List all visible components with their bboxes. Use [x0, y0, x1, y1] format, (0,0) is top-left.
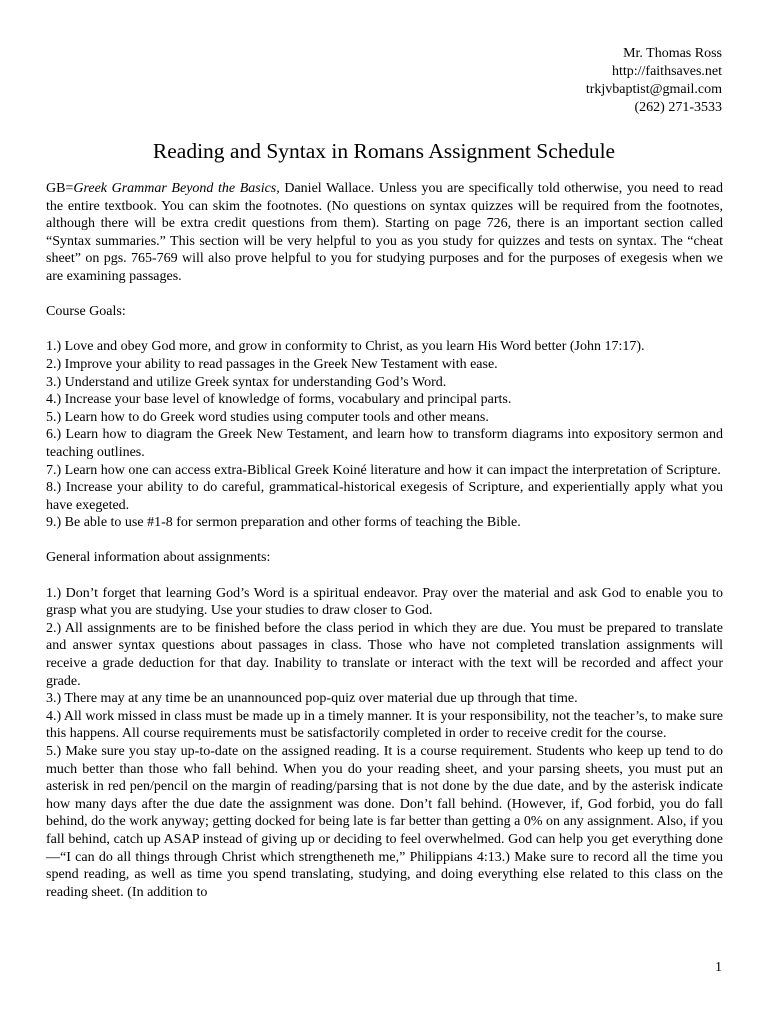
- author-website[interactable]: http://faithsaves.net: [611, 64, 722, 79]
- list-item: 1.) Don’t forget that learning God’s Word is a spiritual endeavor. Pray over the material and ask God to enable you to grasp what you are studying. Use your studies to draw closer to God.: [46, 585, 723, 619]
- list-item: 5.) Learn how to do Greek word studies using computer tools and other means.: [46, 409, 489, 425]
- intro-prefix: GB=: [46, 181, 74, 196]
- list-item: 7.) Learn how one can access extra-Biblical Greek Koiné literature and how it can impact the interpretation of Scripture.: [46, 462, 721, 478]
- list-item: 5.) Make sure you stay up-to-date on the assigned reading. It is a course requirement. Students who keep up tend to do much better than those who fall behind. When you do your reading sheet, and your parsing sheets, you must put an asterisk in red pen/pencil on the margin of reading/parsing that is not done by the due date, and by the asterisk indicate how many days after the due date the assignment was done. Don’t fall behind. (However, if, God forbid, you do fall behind, do the work anyway; getting docked for being late is far better than getting a 0% on any assignment. Also, if you fall behind, catch up ASAP instead of giving up or deciding to feel overwhelmed. God can help you get everything done—“I can do all things through Christ which strengtheneth me,” Philippians 4:13.) Make sure to record all the time you spend reading, as well as time you spend translating, studying, and doing everything else related to this class on the reading sheet. (In addition to: [46, 744, 723, 900]
- author-email[interactable]: trkjvbaptist@gmail.com: [585, 82, 722, 97]
- general-heading: General information about assignments:: [46, 550, 271, 566]
- list-item: 3.) There may at any time be an unannounced pop-quiz over material due up through that time.: [46, 691, 578, 707]
- document-title: Reading and Syntax in Romans Assignment Schedule: [152, 139, 616, 163]
- list-item: 2.) All assignments are to be finished before the class period in which they are due. You must be prepared to translate and answer syntax questions about passages in class. Those who have not completed translation assignments will receive a grade deduction for that day. Inability to translate or interact with the text will be recorded and affect your grade.: [46, 620, 723, 689]
- list-item: 8.) Increase your ability to do careful, grammatical-historical exegesis of Scripture, and experientially apply what you have exegeted.: [46, 480, 723, 513]
- list-item: 2.) Improve your ability to read passages in the Greek New Testament with ease.: [46, 356, 498, 372]
- page-number: 1: [715, 960, 722, 975]
- list-item: 9.) Be able to use #1-8 for sermon preparation and other forms of teaching the Bible.: [46, 515, 521, 531]
- author-header: [586, 45, 722, 117]
- list-item: 1.) Love and obey God more, and grow in conformity to Christ, as you learn His Word better (John 17:17).: [46, 339, 645, 355]
- goals-heading: Course Goals:: [46, 304, 126, 320]
- list-item: 6.) Learn how to diagram the Greek New Testament, and learn how to transform diagrams into expository sermon and teaching outlines.: [46, 427, 723, 460]
- author-name: Mr. Thomas Ross: [623, 46, 722, 61]
- intro-text: Daniel Wallace. Unless you are specifically told otherwise, you need to read the entire textbook. You can skim the footnotes. (No questions on syntax quizzes will be required from the footnotes, although there will be extra credit questions from them). Starting on page 726, there is an important section called “Syntax summaries.” This section will be very helpful to you as you study for quizzes and tests on syntax. The “cheat sheet” on pgs. 765-769 will also prove helpful to you for studying purposes and for the purposes of exegesis when we are examining passages.: [46, 181, 723, 284]
- author-phone: (262) 271-3533: [634, 100, 722, 115]
- list-item: 4.) All work missed in class must be made up in a timely manner. It is your responsibility, not the teacher’s, to make sure this happens. All course requirements must be satisfactorily completed in order to receive credit for the course.: [46, 708, 723, 742]
- list-item: 4.) Increase your base level of knowledge of forms, vocabulary and principal parts.: [46, 392, 512, 408]
- general-list: [46, 585, 723, 902]
- goals-list: [46, 338, 723, 532]
- intro-book-title: Greek Grammar Beyond the Basics,: [73, 181, 280, 196]
- intro-paragraph: [46, 180, 723, 286]
- list-item: 3.) Understand and utilize Greek syntax for understanding God’s Word.: [46, 374, 447, 390]
- document-body: [46, 180, 723, 901]
